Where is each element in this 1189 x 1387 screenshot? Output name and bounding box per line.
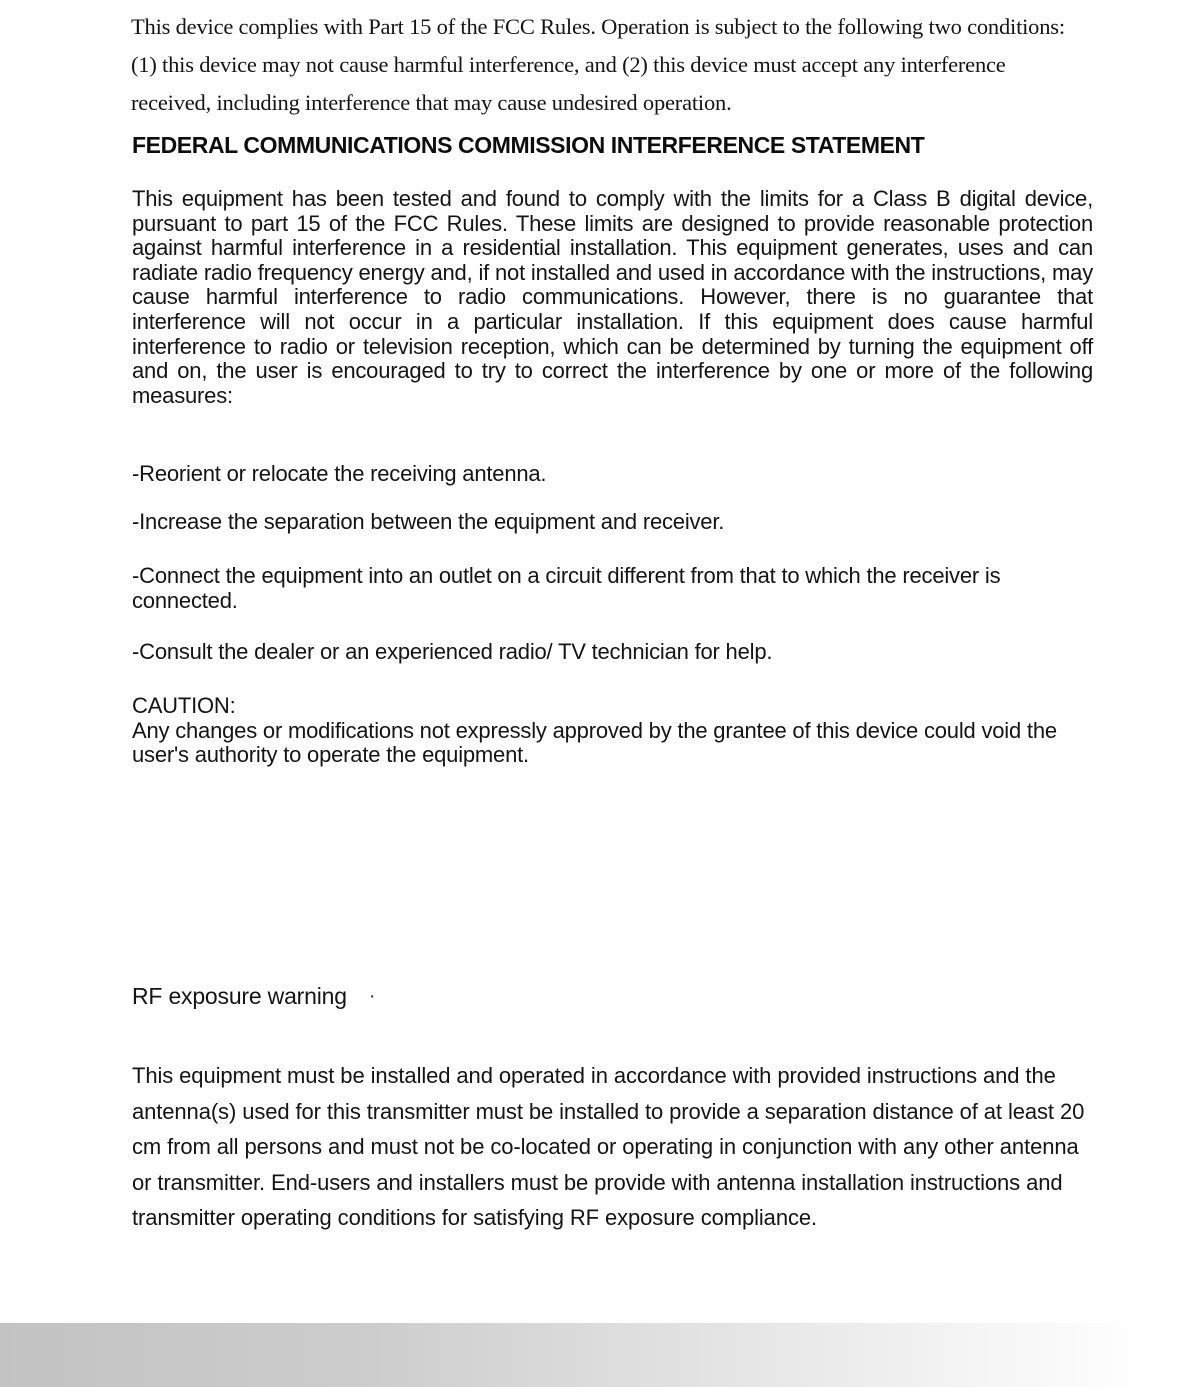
- rf-warning-dot: ·: [368, 985, 376, 1007]
- measure-item-consult: -Consult the dealer or an experienced radio/ TV technician for help.: [132, 639, 773, 664]
- measure-item-increase: -Increase the separation between the equipment and receiver.: [132, 509, 725, 534]
- rf-warning-label: RF exposure warning: [132, 983, 347, 1009]
- measure-item-connect: -Connect the equipment into an outlet on a circuit different from that to which the receiver is connected.: [132, 563, 1001, 613]
- rf-exposure-paragraph: This equipment must be installed and operated in accordance with provided instructions and the antenna(s) used for this transmitter must be installed to provide a separation distance of at least 20 cm from all persons and must not be co-located or operating in conjunction with any other antenna or transmitter. End-users and installers must be provide with antenna installation instructions and transmitter operating conditions for satisfying RF exposure compliance.: [132, 1063, 1085, 1230]
- body-paragraph: This equipment has been tested and found to comply with the limits for a Class B digital device, pursuant to part 15 of the FCC Rules. These limits are designed to provide reasonable protection against harmful interference in a residential installation. This equipment generates, uses and can radiate radio frequency energy and, if not installed and used in accordance with the instructions, may cause harmful interference to radio communications. However, there is no guarantee that interference will not occur in a particular installation. If this equipment does cause harmful interference to radio or television reception, which can be determined by turning the equipment off and on, the user is encouraged to try to correct the interference by one or more of the following measures:: [132, 186, 1093, 408]
- measure-item-reorient: -Reorient or relocate the receiving antenna.: [132, 461, 547, 486]
- caution-text: Any changes or modifications not expressly approved by the grantee of this device could void the user's authority to operate the equipment.: [132, 717, 1057, 768]
- rf-warning-row: [132, 982, 375, 1010]
- intro-paragraph: This device complies with Part 15 of the FCC Rules. Operation is subject to the following two conditions: (1) this device may not cause harmful interference, and (2) this device must accept any interference received, including interference that may cause undesired operation.: [131, 14, 1065, 115]
- footer-gradient-bar: [0, 1323, 1189, 1387]
- caution-block: [132, 694, 1093, 768]
- caution-label: CAUTION:: [132, 693, 236, 718]
- section-heading: FEDERAL COMMUNICATIONS COMMISSION INTERFERENCE STATEMENT: [132, 132, 925, 158]
